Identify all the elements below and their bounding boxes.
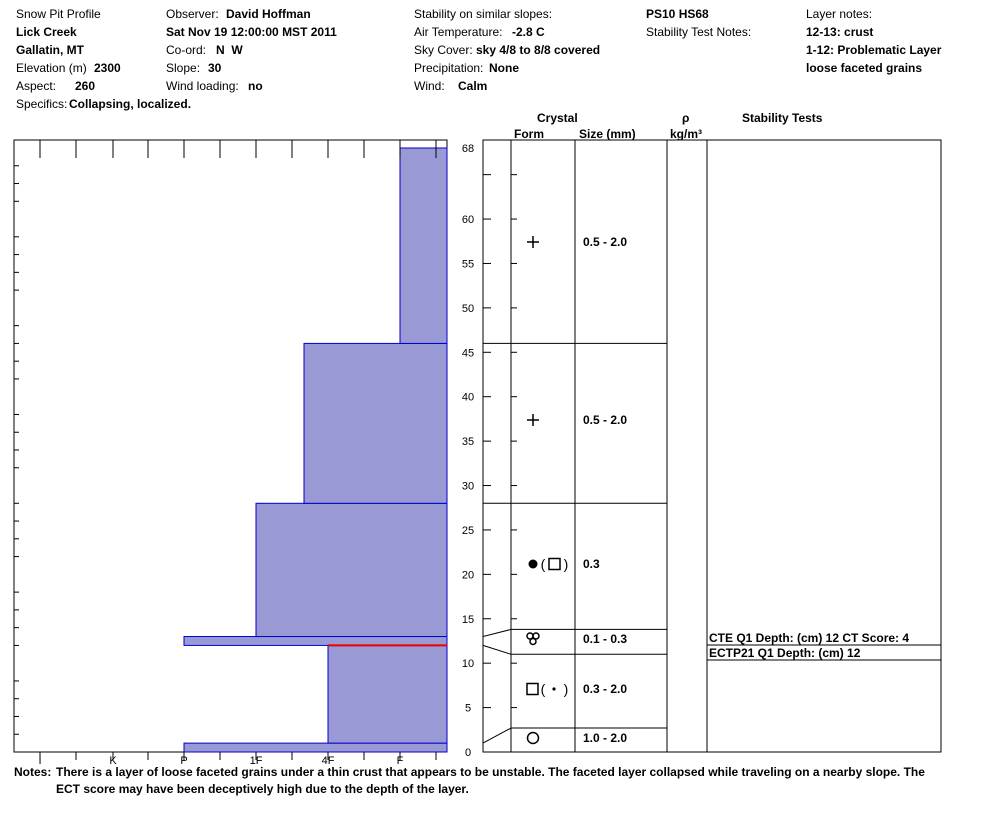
aspect-label: Aspect: xyxy=(16,79,57,93)
depth-tick-label: 40 xyxy=(461,391,475,404)
observer-value: David Hoffman xyxy=(226,7,311,21)
crystal-size-label: 0.1 - 0.3 xyxy=(583,632,628,646)
crystal-size-label: 1.0 - 2.0 xyxy=(583,731,628,745)
wind-loading-label: Wind loading: xyxy=(166,79,239,93)
depth-tick-label: 25 xyxy=(461,524,475,537)
stability-tests-header: Stability Tests xyxy=(742,111,823,125)
notes-line-2: ECT score may have been deceptively high due to the depth of the layer. xyxy=(56,782,469,796)
stability-similar-label: Stability on similar slopes: xyxy=(414,7,553,21)
coord-value: N W xyxy=(216,43,243,57)
location: Lick Creek xyxy=(16,25,77,39)
stability-notes-label: Stability Test Notes: xyxy=(646,25,752,39)
hardness-tick-label: F xyxy=(396,755,404,767)
depth-tick-label: 45 xyxy=(461,347,475,360)
paren-close-icon: ) xyxy=(563,556,569,572)
size-header: Size (mm) xyxy=(579,127,636,141)
hardness-bar xyxy=(184,637,447,646)
depth-tick-label: 5 xyxy=(464,702,472,715)
layer-notes-label: Layer notes: xyxy=(806,7,873,21)
three-circles-icon xyxy=(530,639,536,645)
depth-tick-label: 55 xyxy=(461,258,475,271)
sky-label: Sky Cover: xyxy=(414,43,473,57)
crystal-header: Crystal xyxy=(537,111,578,125)
paren-close-icon: ) xyxy=(563,681,569,697)
slope-label: Slope: xyxy=(166,61,201,75)
filled-dot-icon xyxy=(529,560,538,569)
wind-label: Wind: xyxy=(414,79,445,93)
depth-tick-label: 10 xyxy=(461,658,475,671)
layer-note-3: loose faceted grains xyxy=(806,61,923,75)
wind-value: Calm xyxy=(458,79,488,93)
depth-tick-label: 20 xyxy=(461,569,475,582)
air-temp-value: -2.8 C xyxy=(512,25,545,39)
small-dot-icon xyxy=(552,687,555,690)
hardness-tick-label: K xyxy=(109,755,117,767)
datetime: Sat Nov 19 12:00:00 MST 2011 xyxy=(166,25,337,39)
hardness-bar xyxy=(184,743,447,752)
density-unit: kg/m³ xyxy=(670,127,703,141)
stability-test-result: CTE Q1 Depth: (cm) 12 CT Score: 4 xyxy=(709,631,910,645)
precip-value: None xyxy=(489,61,519,75)
sky-value: sky 4/8 to 8/8 covered xyxy=(476,43,601,57)
hardness-tick-label: I xyxy=(38,755,42,767)
depth-tick-label: 68 xyxy=(461,142,475,155)
ps-hs: PS10 HS68 xyxy=(646,7,709,21)
specifics-value: Collapsing, localized. xyxy=(69,97,192,111)
layer-connector-line xyxy=(483,645,511,654)
specifics-label: Specifics: xyxy=(16,97,68,111)
hardness-tick-label: 1F xyxy=(249,755,263,767)
crystal-size-label: 0.5 - 2.0 xyxy=(583,413,628,427)
depth-tick-label: 15 xyxy=(461,613,475,626)
coord-label: Co-ord: xyxy=(166,43,207,57)
circle-icon xyxy=(528,733,539,744)
form-header: Form xyxy=(514,127,544,141)
crystal-size-label: 0.3 xyxy=(583,557,600,571)
hardness-tick-label: 4F xyxy=(321,755,335,767)
layer-connector-line xyxy=(483,728,511,743)
observer-label: Observer: xyxy=(166,7,219,21)
layer-note-1: 12-13: crust xyxy=(806,25,874,39)
depth-tick-label: 30 xyxy=(461,480,475,493)
layer-connector-line xyxy=(483,629,511,636)
depth-tick-label: 50 xyxy=(461,302,475,315)
hardness-bar xyxy=(328,645,447,743)
region: Gallatin, MT xyxy=(16,43,85,57)
crystal-size-label: 0.5 - 2.0 xyxy=(583,235,628,249)
crystal-size-label: 0.3 - 2.0 xyxy=(583,682,628,696)
air-temp-label: Air Temperature: xyxy=(414,25,503,39)
square-icon xyxy=(527,684,538,695)
paren-open-icon: ( xyxy=(540,556,546,572)
wind-loading-value: no xyxy=(248,79,263,93)
stability-test-result: ECTP21 Q1 Depth: (cm) 12 xyxy=(709,646,861,660)
depth-tick-label: 35 xyxy=(461,436,475,449)
density-symbol: ρ xyxy=(682,111,690,125)
hardness-tick-label: P xyxy=(180,755,188,767)
aspect-value: 260 xyxy=(75,79,96,93)
hardness-bar xyxy=(304,343,447,503)
paren-open-icon: ( xyxy=(540,681,546,697)
depth-tick-label: 0 xyxy=(464,747,472,759)
layer-note-2: 1-12: Problematic Layer xyxy=(806,43,942,57)
hardness-bar xyxy=(400,148,447,343)
hardness-bar xyxy=(256,503,447,636)
notes-line-1: There is a layer of loose faceted grains under a thin crust that appears to be unstable. The faceted layer collapsed while traveling on a nearby slope. The xyxy=(56,765,925,779)
precip-label: Precipitation: xyxy=(414,61,484,75)
depth-tick-label: 60 xyxy=(461,214,475,227)
elevation-label: Elevation (m) xyxy=(16,61,87,75)
slope-value: 30 xyxy=(208,61,222,75)
square-icon xyxy=(549,559,560,570)
notes-label: Notes: xyxy=(14,765,52,779)
elevation-value: 2300 xyxy=(94,61,121,75)
profile-title: Snow Pit Profile xyxy=(16,7,101,21)
